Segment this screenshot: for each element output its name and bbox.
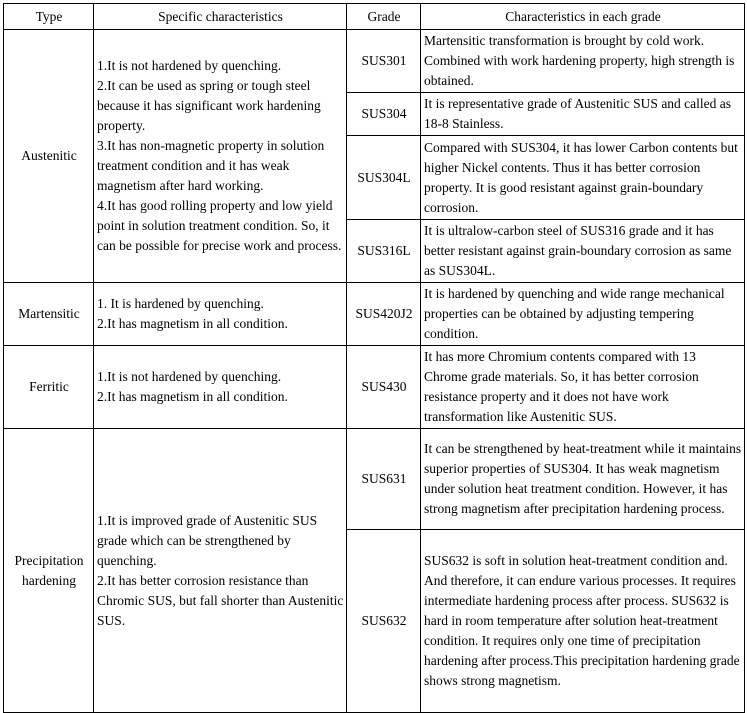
grade-sus420j2: SUS420J2 [347,283,421,346]
grade-sus316l: SUS316L [347,220,421,283]
type-line: Precipitation [14,552,84,568]
desc-sus632: SUS632 is soft in solution heat-treatment condition and. And therefore, it can endure various processes. It requires intermediate hardening process after process. SUS632 is hard in room temperature after solution heat-treatment condition. It requires only one time of precipitation hardening after process.This precipitation hardening grade shows strong magnetism. [421,530,745,713]
table-row [4,346,745,429]
desc-sus420j2: It is hardened by quenching and wide range mechanical properties can be obtained by adjusting tempering condition. [421,283,745,346]
spec-line: 4.It has good rolling property and low yield point in solution treatment condition. So, it can be possible for precise work and process. [97,198,342,253]
grade-sus631: SUS631 [347,429,421,530]
table-row [4,283,745,346]
grade-sus304l: SUS304L [347,136,421,220]
desc-sus304l: Compared with SUS304, it has lower Carbon contents but higher Nickel contents. Thus it has better corrosion property. It is good resistant against grain-boundary corrosion. [421,136,745,220]
spec-martensitic [94,283,347,346]
grade-sus301: SUS301 [347,30,421,93]
desc-sus301: Martensitic transformation is brought by cold work. Combined with work hardening property, high strength is obtained. [421,30,745,93]
header-characteristics-each-grade: Characteristics in each grade [421,4,745,30]
spec-line: 1. It is hardened by quenching. [97,296,264,311]
spec-line: 3.It has non-magnetic property in solution treatment condition and it has weak magnetism after hard working. [97,138,325,193]
table-row [4,30,745,93]
spec-line: 2.It has magnetism in all condition. [97,316,288,331]
table-row [4,429,745,530]
desc-sus316l: It is ultralow-carbon steel of SUS316 grade and it has better resistant against grain-boundary corrosion as same as SUS304L. [421,220,745,283]
spec-line: 2.It can be used as spring or tough steel because it has significant work hardening property. [97,78,321,133]
spec-line: 1.It is not hardened by quenching. [97,369,282,384]
desc-sus430: It has more Chromium contents compared with 13 Chrome grade materials. So, it has better corrosion resistance property and it does not have work transformation like Austenitic SUS. [421,346,745,429]
spec-line: 2.It has magnetism in all condition. [97,389,288,404]
spec-line: 1.It is improved grade of Austenitic SUS grade which can be strengthened by quenching. [97,512,318,568]
type-ferritic: Ferritic [4,346,94,429]
type-precipitation-hardening [4,429,94,713]
spec-ferritic [94,346,347,429]
stainless-grades-table [3,3,745,713]
spec-line: 2.It has better corrosion resistance than Chromic SUS, but fall shorter than Austenitic SUS. [97,572,344,628]
grade-sus304: SUS304 [347,93,421,136]
header-type: Type [4,4,94,30]
type-austenitic: Austenitic [4,30,94,283]
grade-sus430: SUS430 [347,346,421,429]
desc-sus631: It can be strengthened by heat-treatment while it maintains superior properties of SUS304. It has weak magnetism under solution heat treatment condition. However, it has strong magnetism after precipitation hardening process. [421,429,745,530]
type-line: hardening [22,572,76,588]
header-row [4,4,745,30]
spec-precipitation-hardening [94,429,347,713]
header-specific-characteristics: Specific characteristics [94,4,347,30]
grade-sus632: SUS632 [347,530,421,713]
desc-sus304: It is representative grade of Austenitic SUS and called as 18-8 Stainless. [421,93,745,136]
type-martensitic: Martensitic [4,283,94,346]
spec-line: 1.It is not hardened by quenching. [97,58,282,73]
header-grade: Grade [347,4,421,30]
spec-austenitic [94,30,347,283]
